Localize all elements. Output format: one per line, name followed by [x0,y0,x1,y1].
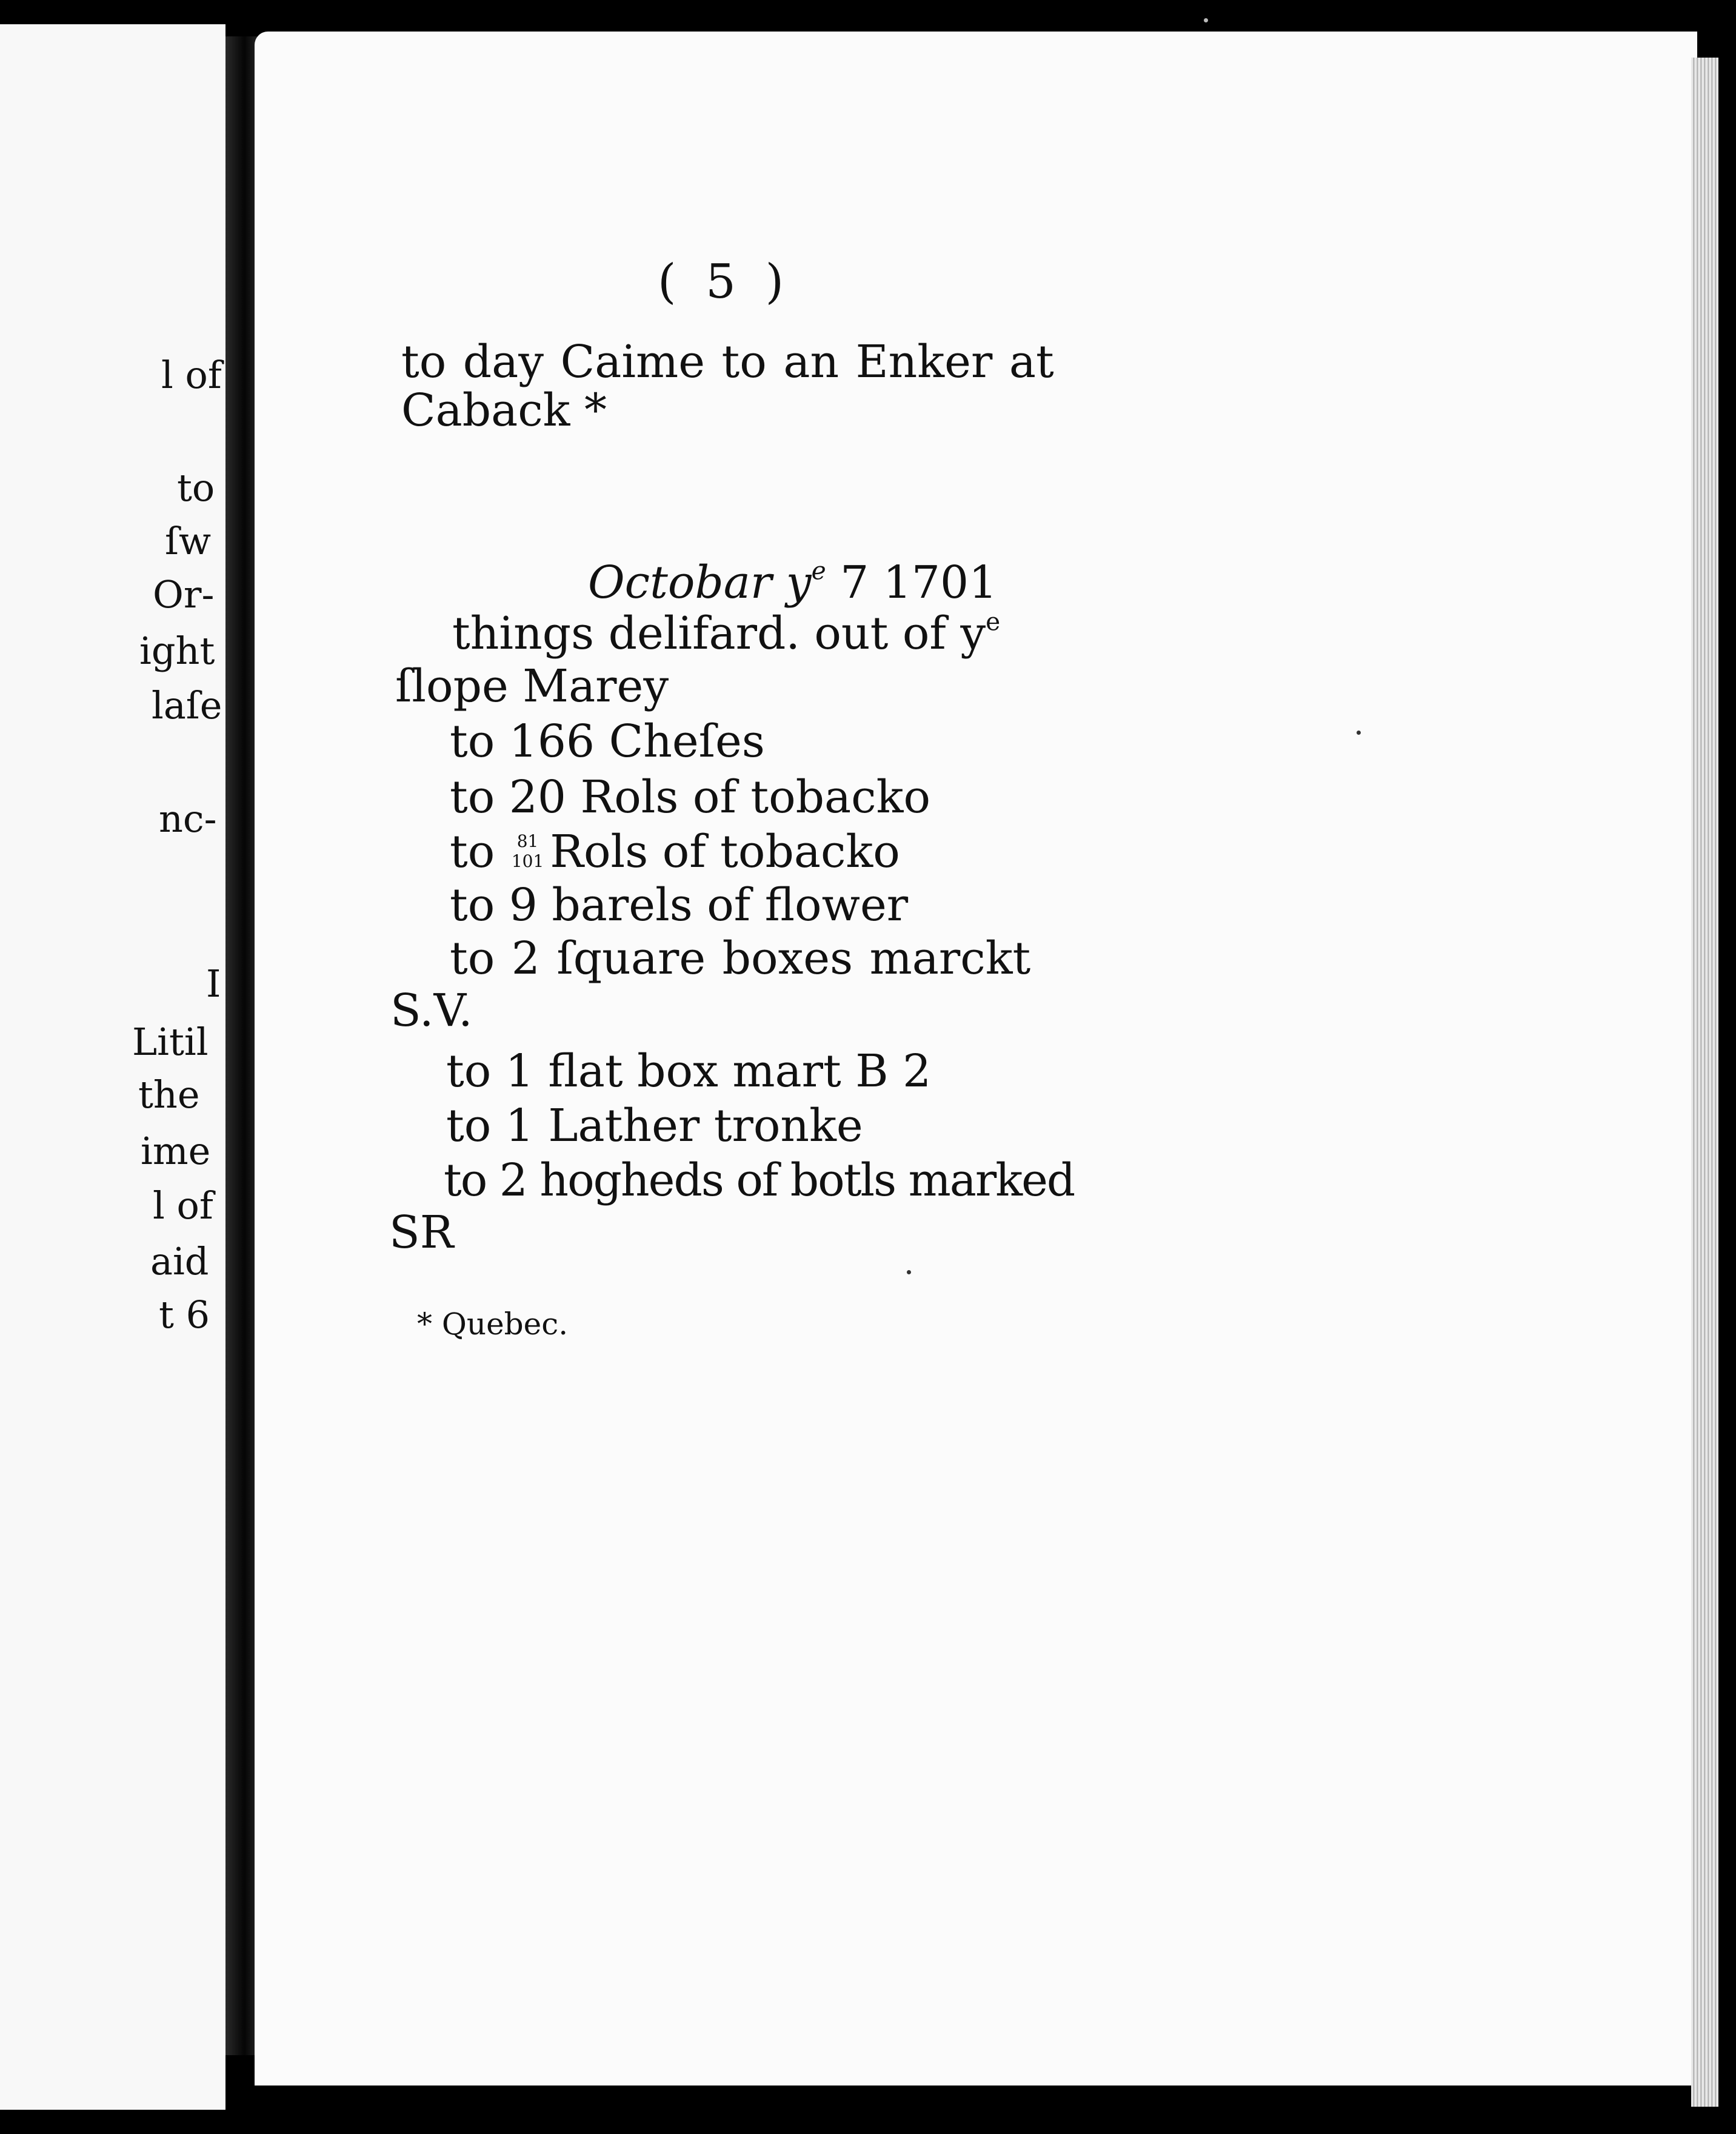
list-item [450,826,900,878]
text-line: ſlope Marey [395,660,669,712]
left-fragment: ime [141,1129,211,1173]
item3-to: to [450,826,495,878]
page-number: ( 5 ) [658,255,792,309]
date-month: Octobar [588,557,772,609]
things-text: things delifard. out of y [452,607,986,660]
left-fragment: ſw [165,519,212,563]
page-edges [1691,58,1718,2107]
fraction-numerator: 81 [516,831,539,852]
left-facing-page [0,24,225,2110]
list-item: to 2 ſquare boxes marckt [450,932,1031,985]
dust-speck [907,1270,911,1274]
left-fragment: Or- [153,572,215,617]
date-ye-letter: y [786,557,812,609]
left-fragment: ight [139,629,215,673]
things-superscript: e [986,607,1001,637]
footnote: * Quebec. [417,1306,569,1342]
date-ye-superscript: e [811,556,826,586]
left-fragment: laſe [152,683,222,728]
left-fragment: l of [161,353,222,397]
text-line [452,607,1001,660]
fraction [512,832,544,871]
list-item: to 166 Cheſes [450,715,765,768]
dust-speck [1204,18,1208,22]
date-heading [588,556,998,609]
book-gutter [225,36,257,2055]
list-item-continuation: SR [389,1206,454,1259]
left-fragment: to [177,466,215,510]
date-ye [786,557,826,609]
left-fragment: t 6 [159,1293,210,1337]
dust-speck [1357,731,1361,735]
list-item: to 2 hogheds of botls marked [444,1154,1075,1206]
list-item: to 20 Rols of tobacko [450,771,931,823]
list-item: to 9 barels of flower [450,879,909,931]
left-fragment: nc- [159,797,217,841]
list-item: to 1 flat box mart B 2 [446,1045,932,1097]
fraction-denominator: 101 [511,851,544,871]
left-fragment: Litil [132,1020,209,1064]
text-line: to day Caime to an Enker at [401,336,1054,388]
list-item-continuation: S.V. [390,985,473,1037]
text-line: Caback * [401,384,607,436]
left-fragment: the [138,1072,200,1117]
list-item: to 1 Lather tronke [446,1100,863,1152]
date-year: 7 1701 [826,557,998,609]
left-fragment: l of [153,1183,213,1228]
left-fragment: aid [150,1239,209,1283]
item3-rest: Rols of tobacko [550,826,900,878]
left-fragment: I [206,962,221,1006]
